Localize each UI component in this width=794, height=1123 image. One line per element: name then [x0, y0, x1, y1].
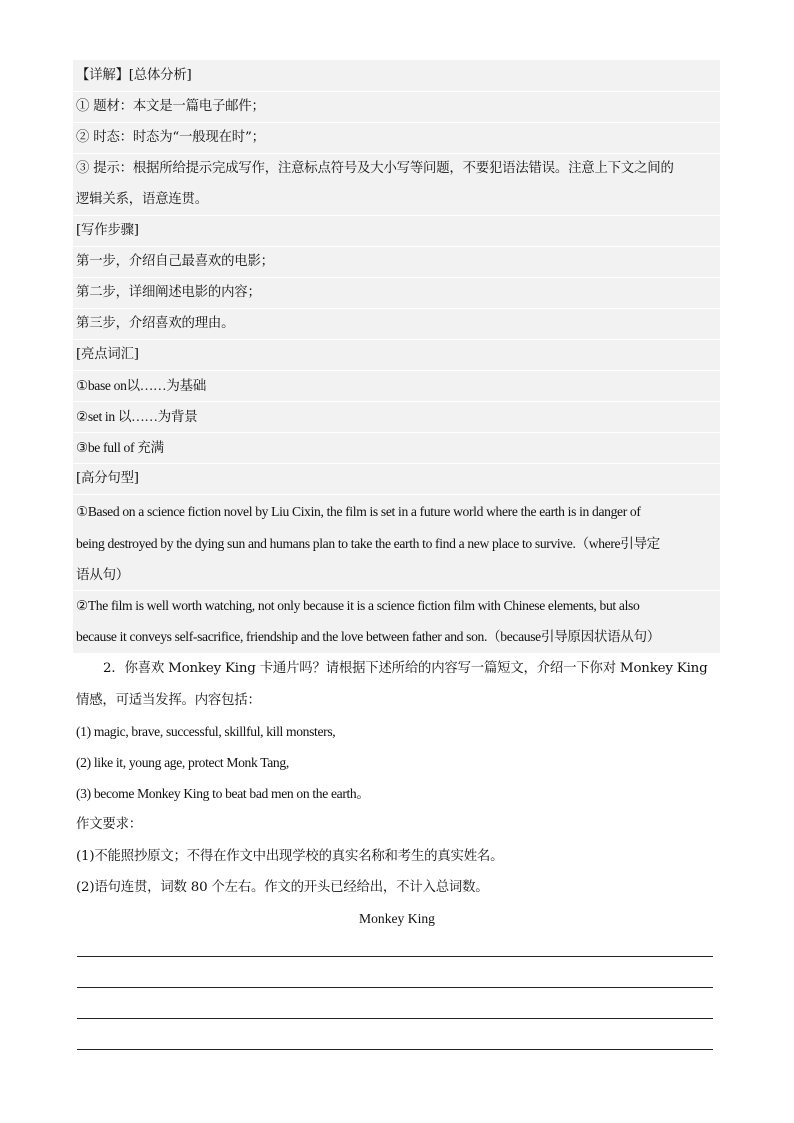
requirement-item: (1)不能照抄原文；不得在作文中出现学校的真实名称和考生的真实姓名。: [76, 849, 504, 864]
vocab-item: ②set in 以……为背景: [76, 409, 198, 424]
sentence-line: 语从句）: [76, 567, 129, 582]
sentences-header: [高分句型]: [76, 471, 139, 486]
content-item: (2) like it, young age, protect Monk Tang,: [76, 755, 289, 770]
answer-line[interactable]: [77, 1018, 713, 1019]
analysis-point: ③ 提示：根据所给提示完成写作，注意标点符号及大小写等问题，不要犯语法错误。注意上下文之间的: [76, 161, 674, 176]
sentence-line: because it conveys self-sacrifice, friendship and the love between father and son.（because引导原因状语从句）: [76, 629, 661, 644]
content-item: (3) become Monkey King to beat bad men on the earth。: [76, 786, 370, 801]
steps-header: [写作步骤]: [76, 223, 139, 238]
requirement-item: (2)语句连贯，词数 80 个左右。作文的开头已经给出，不计入总词数。: [76, 880, 489, 895]
essay-title: Monkey King: [359, 911, 435, 926]
vocab-item: ③be full of 充满: [76, 440, 164, 455]
answer-line[interactable]: [77, 987, 713, 988]
step-item: 第二步，详细阐述电影的内容；: [76, 285, 261, 300]
sentence-line: ②The film is well worth watching, not only because it is a science fiction film with Chinese elements, but also: [76, 598, 640, 613]
answer-line[interactable]: [77, 1049, 713, 1050]
analysis-point: ① 题材：本文是一篇电子邮件；: [76, 99, 265, 114]
question-intro: 2．你喜欢 Monkey King 卡通片吗？请根据下述所给的内容写一篇短文，介绍一下你对 Monkey King: [103, 661, 708, 676]
row-divider: [73, 494, 720, 495]
vocab-item: ①base on以……为基础: [76, 378, 206, 393]
step-item: 第三步，介绍喜欢的理由。: [76, 316, 235, 331]
analysis-point-continued: 逻辑关系，语意连贯。: [76, 192, 208, 207]
step-item: 第一步，介绍自己最喜欢的电影；: [76, 254, 274, 269]
analysis-point: ② 时态：时态为“一般现在时”；: [76, 130, 265, 145]
analysis-header: 【详解】[总体分析]: [76, 68, 192, 83]
content-item: (1) magic, brave, successful, skillful, kill monsters,: [76, 724, 336, 739]
requirements-header: 作文要求：: [76, 817, 142, 832]
vocab-header: [亮点词汇]: [76, 347, 139, 362]
question-intro-continued: 情感，可适当发挥。内容包括：: [76, 693, 261, 708]
answer-line[interactable]: [77, 956, 713, 957]
sentence-line: ①Based on a science fiction novel by Liu Cixin, the film is set in a future world where the earth is in danger of: [76, 504, 641, 519]
sentence-line: being destroyed by the dying sun and humans plan to take the earth to find a new place to survive.（where引导定: [76, 536, 660, 551]
